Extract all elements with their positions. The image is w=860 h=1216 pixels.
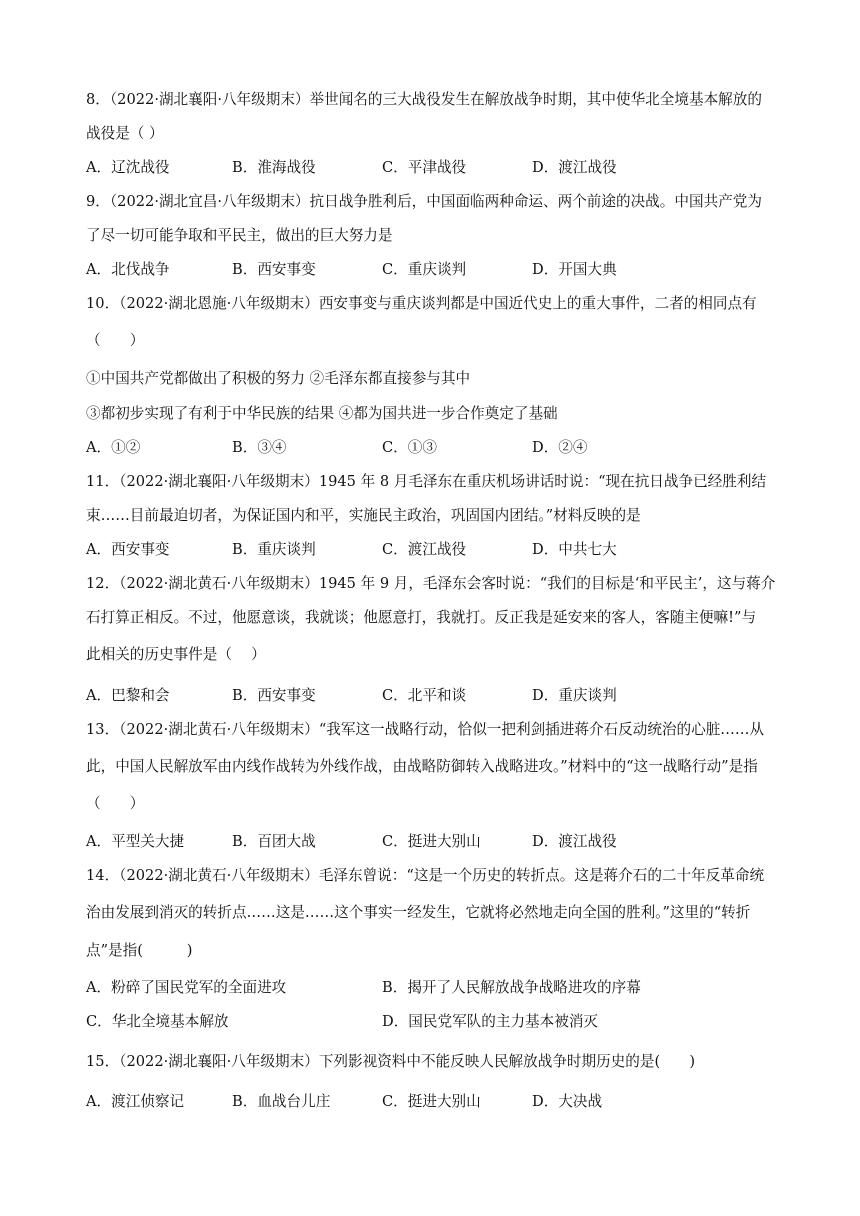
option-b: B．西安事变 xyxy=(232,261,316,278)
question-text: 11．（2022·湖北襄阳·八年级期末）1945 年 8 月毛泽东在重庆机场讲话时说：“现在抗日战争已经胜利结 xyxy=(86,473,767,490)
option-c: C．①③ xyxy=(382,439,437,456)
option-d: D．渡江战役 xyxy=(532,833,617,850)
statement-line: ①中国共产党都做出了积极的努力 ②毛泽东都直接参与其中 xyxy=(86,370,471,387)
option-b: B．重庆谈判 xyxy=(232,541,316,558)
question-text: 此，中国人民解放军由内线作战转为外线作战，由战略防御转入战略进攻。”材料中的“这一战略行动”是指 xyxy=(86,758,758,775)
option-a: A．北伐战争 xyxy=(86,261,170,278)
question-text: 了尽一切可能争取和平民主，做出的巨大努力是 xyxy=(86,227,393,244)
option-d: D．大决战 xyxy=(532,1093,603,1110)
question-text: 9．（2022·湖北宜昌·八年级期末）抗日战争胜利后，中国面临两种命运、两个前途的决战。中国共产党为 xyxy=(86,193,762,210)
question-text: 此相关的历史事件是（ ） xyxy=(86,646,266,663)
statement-line: ③都初步实现了有利于中华民族的结果 ④都为国共进一步合作奠定了基础 xyxy=(86,405,558,422)
option-c: C．重庆谈判 xyxy=(382,261,467,278)
option-d: D．渡江战役 xyxy=(532,159,617,176)
option-b: B．淮海战役 xyxy=(232,159,316,176)
option-c: C．渡江战役 xyxy=(382,541,467,558)
question-text: 15．（2022·湖北襄阳·八年级期末）下列影视资料中不能反映人民解放战争时期历史的是( ) xyxy=(86,1053,696,1070)
option-a: A．粉碎了国民党军的全面进攻 xyxy=(86,979,287,996)
question-text: 14．（2022·湖北黄石·八年级期末）毛泽东曾说：“这是一个历史的转折点。这是蒋介石的二十年反革命统 xyxy=(86,867,765,884)
question-text: （ ） xyxy=(86,332,145,349)
question-text: 13．（2022·湖北黄石·八年级期末）“我军这一战略行动，恰似一把利剑插进蒋介石反动统治的心脏……从 xyxy=(86,721,765,738)
option-c: C．挺进大别山 xyxy=(382,833,481,850)
question-text: （ ） xyxy=(86,795,145,812)
question-text: 12．（2022·湖北黄石·八年级期末）1945 年 9 月，毛泽东会客时说：“我们的目标是‘和平民主’，这与蒋介 xyxy=(86,575,776,592)
option-d: D．②④ xyxy=(532,439,588,456)
option-b: B．西安事变 xyxy=(232,687,316,704)
option-d: D．国民党军队的主力基本被消灭 xyxy=(382,1013,599,1030)
option-c: C．平津战役 xyxy=(382,159,467,176)
option-a: A．①② xyxy=(86,439,141,456)
question-text: 战役是（ ） xyxy=(86,125,164,142)
option-b: B．百团大战 xyxy=(232,833,316,850)
option-c: C．华北全境基本解放 xyxy=(86,1013,229,1030)
question-text: 点”是指( ) xyxy=(86,942,193,959)
option-b: B．血战台儿庄 xyxy=(232,1093,331,1110)
option-a: A．渡江侦察记 xyxy=(86,1093,185,1110)
option-b: B．③④ xyxy=(232,439,287,456)
option-c: C．北平和谈 xyxy=(382,687,467,704)
question-text: 治由发展到消灭的转折点……这是……这个事实一经发生，它就将必然地走向全国的胜利。”这里的“转折 xyxy=(86,904,751,921)
option-a: A．巴黎和会 xyxy=(86,687,170,704)
question-text: 束……目前最迫切者，为保证国内和平，实施民主政治，巩固国内团结。”材料反映的是 xyxy=(86,507,641,524)
question-text: 8．（2022·湖北襄阳·八年级期末）举世闻名的三大战役发生在解放战争时期，其中使华北全境基本解放的 xyxy=(86,91,762,108)
option-a: A．辽沈战役 xyxy=(86,159,170,176)
option-b: B．揭开了人民解放战争战略进攻的序幕 xyxy=(382,979,641,996)
option-d: D．中共七大 xyxy=(532,541,617,558)
option-a: A．西安事变 xyxy=(86,541,170,558)
question-text: 石打算正相反。不过，他愿意谈，我就谈；他愿意打，我就打。反正我是延安来的客人，客随主便嘛!”与 xyxy=(86,609,757,626)
question-text: 10．（2022·湖北恩施·八年级期末）西安事变与重庆谈判都是中国近代史上的重大事件，二者的相同点有 xyxy=(86,295,757,312)
option-c: C．挺进大别山 xyxy=(382,1093,481,1110)
option-d: D．开国大典 xyxy=(532,261,617,278)
option-d: D．重庆谈判 xyxy=(532,687,617,704)
option-a: A．平型关大捷 xyxy=(86,833,185,850)
